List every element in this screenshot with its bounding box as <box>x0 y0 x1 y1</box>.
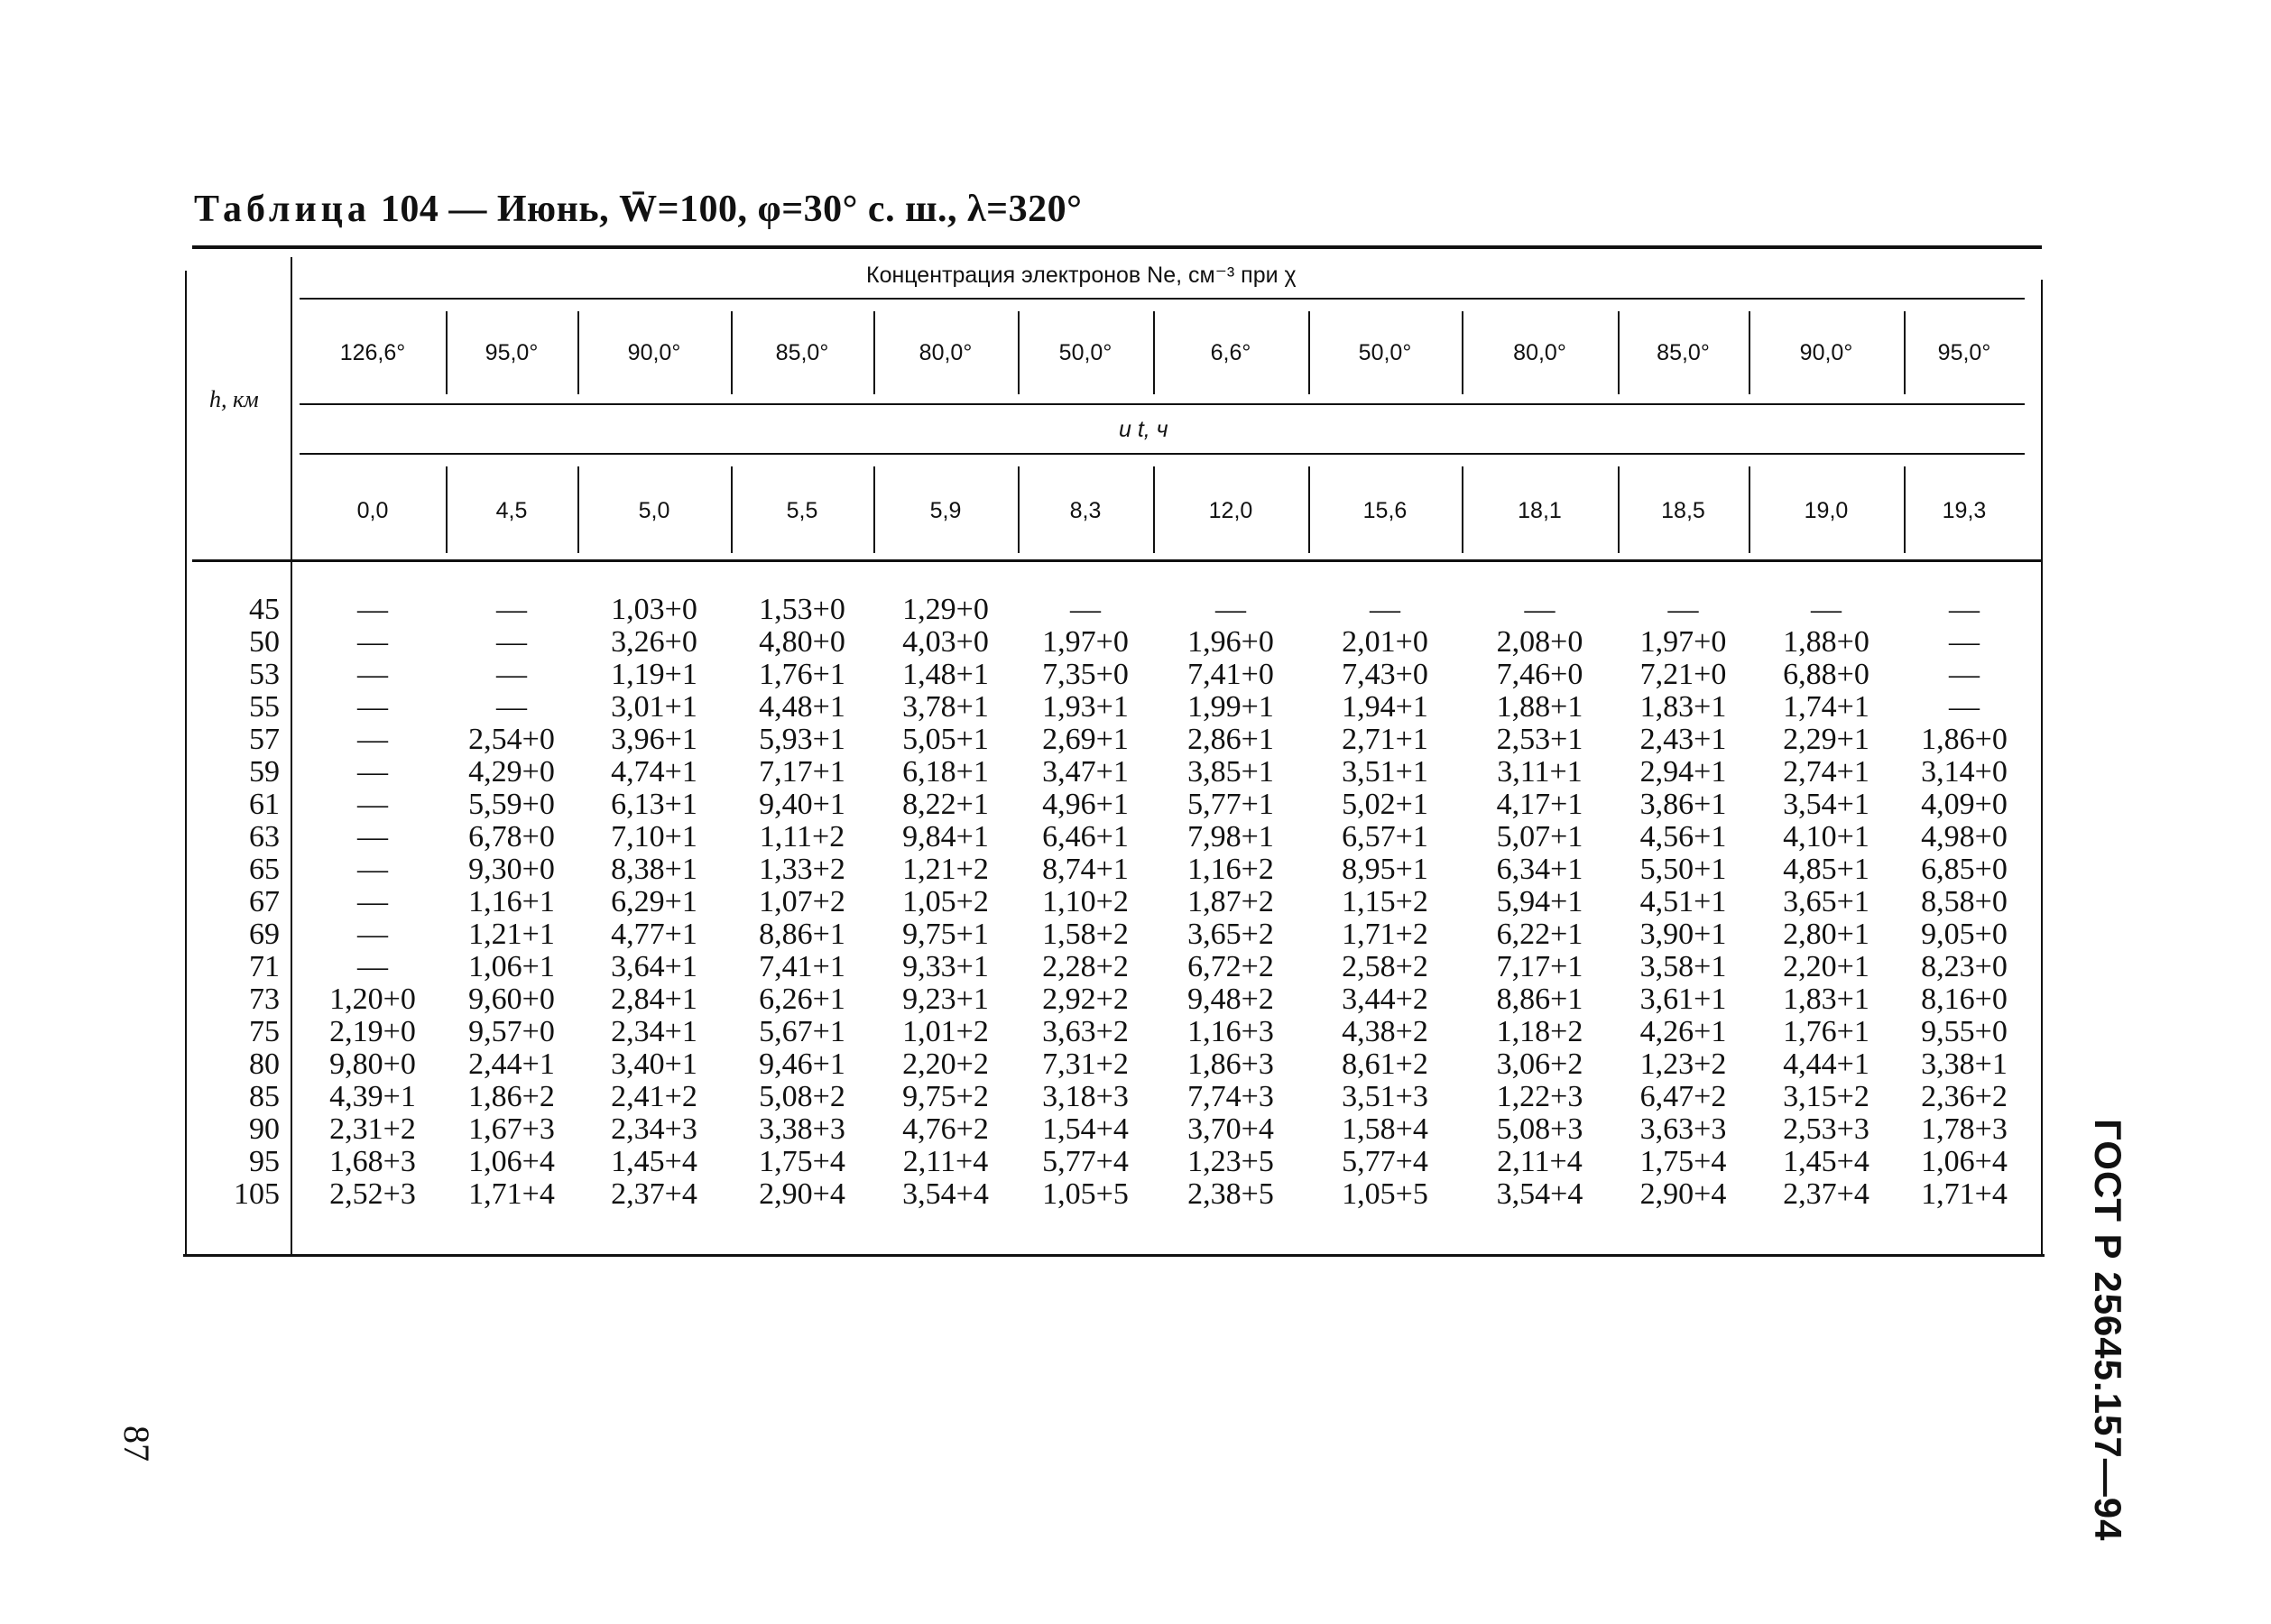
data-cell: 5,77+1 <box>1187 788 1274 821</box>
data-cell: 3,26+0 <box>611 625 697 659</box>
data-cell: 1,23+2 <box>1639 1047 1727 1081</box>
data-cell: 6,18+1 <box>902 755 989 789</box>
time-header-cell: 18,5 <box>1661 498 1705 523</box>
data-cell: 1,88+0 <box>1783 625 1869 659</box>
data-cell: 2,94+1 <box>1639 755 1727 789</box>
data-cell: 1,88+1 <box>1496 690 1583 724</box>
data-cell: 1,71+4 <box>468 1177 555 1211</box>
data-cell: 3,15+2 <box>1783 1080 1869 1113</box>
data-cell: 3,65+1 <box>1783 885 1869 918</box>
data-cell: 7,10+1 <box>611 820 697 854</box>
data-cell: — <box>496 658 527 691</box>
data-cell: 1,87+2 <box>1187 885 1274 918</box>
data-cell: 3,65+2 <box>1187 918 1274 951</box>
data-cell: 4,85+1 <box>1783 853 1869 886</box>
data-cell: 9,75+2 <box>902 1080 989 1113</box>
data-cell: — <box>357 755 388 789</box>
data-cell: 3,51+3 <box>1342 1080 1428 1113</box>
data-cell: 3,18+3 <box>1042 1080 1129 1113</box>
row-height-label: 71 <box>249 950 280 983</box>
data-cell: 9,40+1 <box>759 788 845 821</box>
data-cell: 6,46+1 <box>1042 820 1129 854</box>
data-cell: 1,01+2 <box>902 1015 989 1048</box>
row-height-label: 73 <box>249 983 280 1016</box>
data-cell: 8,38+1 <box>611 853 697 886</box>
data-cell: 8,74+1 <box>1042 853 1129 886</box>
data-cell: 6,34+1 <box>1496 853 1583 886</box>
data-cell: 7,41+0 <box>1187 658 1274 691</box>
data-cell: 1,15+2 <box>1342 885 1428 918</box>
data-cell: 2,92+2 <box>1042 983 1129 1016</box>
data-cell: 2,58+2 <box>1342 950 1428 983</box>
data-cell: 1,53+0 <box>759 593 845 626</box>
data-cell: 6,88+0 <box>1783 658 1869 691</box>
data-cell: 2,11+4 <box>902 1145 989 1178</box>
h-column-header: h, км <box>209 386 259 412</box>
time-header-cell: 18,1 <box>1518 498 1562 523</box>
data-cell: 1,58+4 <box>1342 1112 1428 1146</box>
data-cell: 2,52+3 <box>329 1177 416 1211</box>
data-cell: 8,86+1 <box>759 918 845 951</box>
data-cell: 9,57+0 <box>468 1015 555 1048</box>
data-cell: — <box>1667 593 1699 626</box>
data-cell: 1,76+1 <box>759 658 845 691</box>
data-cell: 1,58+2 <box>1042 918 1129 951</box>
chi-header-cell: 50,0° <box>1358 340 1412 365</box>
data-cell: — <box>357 950 388 983</box>
data-cell: 6,47+2 <box>1639 1080 1727 1113</box>
data-cell: 2,28+2 <box>1042 950 1129 983</box>
data-cell: 1,23+5 <box>1187 1145 1274 1178</box>
data-cell: 6,29+1 <box>611 885 697 918</box>
data-cell: — <box>1949 625 1980 659</box>
data-cell: 1,45+4 <box>611 1145 697 1178</box>
data-cell: 2,01+0 <box>1342 625 1428 659</box>
time-header-cell: 12,0 <box>1208 498 1253 523</box>
data-cell: 4,44+1 <box>1783 1047 1869 1081</box>
data-cell: — <box>357 690 388 724</box>
data-cell: 1,10+2 <box>1042 885 1129 918</box>
data-cell: 3,78+1 <box>902 690 989 724</box>
data-cell: 1,05+2 <box>902 885 989 918</box>
data-cell: 3,47+1 <box>1042 755 1129 789</box>
data-cell: 1,07+2 <box>759 885 845 918</box>
data-cell: 3,51+1 <box>1342 755 1428 789</box>
data-cell: 2,41+2 <box>611 1080 697 1113</box>
data-cell: 2,38+5 <box>1187 1177 1274 1211</box>
row-height-label: 53 <box>249 658 280 691</box>
data-cell: — <box>357 625 388 659</box>
data-cell: 4,56+1 <box>1639 820 1727 854</box>
chi-header-cell: 50,0° <box>1058 340 1112 365</box>
data-cell: 1,29+0 <box>902 593 989 626</box>
data-cell: — <box>357 885 388 918</box>
data-cell: 6,22+1 <box>1496 918 1583 951</box>
data-cell: 7,31+2 <box>1042 1047 1129 1081</box>
data-cell: 5,50+1 <box>1639 853 1727 886</box>
data-cell: 1,83+1 <box>1639 690 1727 724</box>
data-cell: 8,22+1 <box>902 788 989 821</box>
data-cell: 3,90+1 <box>1639 918 1727 951</box>
data-cell: 6,26+1 <box>759 983 845 1016</box>
data-cell: 5,08+2 <box>759 1080 845 1113</box>
data-cell: 1,06+4 <box>468 1145 555 1178</box>
data-cell: 5,07+1 <box>1496 820 1583 854</box>
data-cell: 9,55+0 <box>1921 1015 2008 1048</box>
time-header-cell: 5,9 <box>929 498 962 523</box>
data-cell: 3,64+1 <box>611 950 697 983</box>
data-cell: — <box>1370 593 1400 626</box>
data-cell: 9,80+0 <box>329 1047 416 1081</box>
data-cell: 4,39+1 <box>329 1080 416 1113</box>
row-height-label: 90 <box>249 1112 280 1146</box>
time-header-cell: 8,3 <box>1069 498 1102 523</box>
data-cell: 1,83+1 <box>1783 983 1869 1016</box>
data-cell: 4,38+2 <box>1342 1015 1428 1048</box>
data-cell: 3,38+3 <box>759 1112 845 1146</box>
data-cell: 2,71+1 <box>1342 723 1428 756</box>
data-cell: 3,85+1 <box>1187 755 1274 789</box>
data-cell: 2,37+4 <box>1783 1177 1869 1211</box>
row-height-label: 85 <box>249 1080 280 1113</box>
data-cell: 7,17+1 <box>1496 950 1583 983</box>
data-cell: 2,43+1 <box>1639 723 1727 756</box>
data-cell: 6,85+0 <box>1921 853 2008 886</box>
data-cell: 1,86+3 <box>1187 1047 1274 1081</box>
data-cell: 1,74+1 <box>1783 690 1869 724</box>
data-cell: 5,59+0 <box>468 788 555 821</box>
data-cell: 8,23+0 <box>1921 950 2008 983</box>
row-height-label: 61 <box>249 788 280 821</box>
data-cell: 1,22+3 <box>1496 1080 1583 1113</box>
data-cell: 1,05+5 <box>1042 1177 1129 1211</box>
data-cell: 1,94+1 <box>1342 690 1428 724</box>
data-cell: 1,97+0 <box>1042 625 1129 659</box>
data-cell: 1,21+2 <box>902 853 989 886</box>
time-header-cell: 5,5 <box>786 498 818 523</box>
row-height-label: 75 <box>249 1015 280 1048</box>
data-cell: 1,75+4 <box>759 1145 845 1178</box>
data-cell: 1,16+3 <box>1187 1015 1274 1048</box>
data-cell: 3,54+4 <box>902 1177 989 1211</box>
data-cell: 3,96+1 <box>611 723 697 756</box>
data-cell: 7,43+0 <box>1342 658 1428 691</box>
chi-header-cell: 95,0° <box>1937 340 1991 365</box>
page-number: 87 <box>116 1426 157 1462</box>
data-cell: 1,67+3 <box>468 1112 555 1146</box>
chi-header-cell: 85,0° <box>775 340 829 365</box>
data-cell: 4,98+0 <box>1921 820 2008 854</box>
data-cell: 2,37+4 <box>611 1177 697 1211</box>
data-cell: 1,86+2 <box>468 1080 555 1113</box>
data-cell: — <box>1524 593 1556 626</box>
data-cell: 4,51+1 <box>1639 885 1727 918</box>
data-cell: 4,17+1 <box>1496 788 1583 821</box>
data-cell: 1,06+4 <box>1921 1145 2008 1178</box>
data-cell: — <box>496 593 527 626</box>
data-cell: 5,93+1 <box>759 723 845 756</box>
data-cell: — <box>357 723 388 756</box>
time-header-cell: 5,0 <box>638 498 670 523</box>
chi-header-cell: 80,0° <box>1513 340 1566 365</box>
data-cell: — <box>357 918 388 951</box>
time-header-cell: 4,5 <box>495 498 528 523</box>
data-cell: 2,31+2 <box>329 1112 416 1146</box>
data-cell: 9,46+1 <box>759 1047 845 1081</box>
data-cell: 1,75+4 <box>1639 1145 1727 1178</box>
row-height-label: 63 <box>249 820 280 854</box>
row-height-label: 45 <box>249 593 280 626</box>
data-cell: 9,84+1 <box>902 820 989 854</box>
data-cell: 3,14+0 <box>1921 755 2008 789</box>
top-header: Концентрация электронов Ne, см⁻³ при χ <box>866 263 1297 288</box>
data-cell: 1,86+0 <box>1921 723 2008 756</box>
data-cell: 6,78+0 <box>468 820 555 854</box>
data-cell: 4,48+1 <box>759 690 845 724</box>
data-cell: 5,05+1 <box>902 723 989 756</box>
data-cell: 2,20+2 <box>902 1047 989 1081</box>
data-cell: 2,80+1 <box>1783 918 1869 951</box>
data-cell: — <box>357 658 388 691</box>
data-cell: 7,98+1 <box>1187 820 1274 854</box>
data-cell: 2,20+1 <box>1783 950 1869 983</box>
data-cell: 1,71+2 <box>1342 918 1428 951</box>
chi-header-cell: 6,6° <box>1210 340 1251 365</box>
data-cell: 1,06+1 <box>468 950 555 983</box>
data-cell: 1,78+3 <box>1921 1112 2008 1146</box>
row-height-label: 50 <box>249 625 280 659</box>
data-cell: 2,54+0 <box>468 723 555 756</box>
data-cell: 3,38+1 <box>1921 1047 2008 1081</box>
data-cell: 1,93+1 <box>1042 690 1129 724</box>
data-cell: 1,03+0 <box>611 593 697 626</box>
data-cell: 7,17+1 <box>759 755 845 789</box>
data-cell: 9,05+0 <box>1921 918 2008 951</box>
data-cell: 1,97+0 <box>1639 625 1727 659</box>
data-cell: 5,77+4 <box>1342 1145 1428 1178</box>
data-cell: — <box>1949 593 1980 626</box>
time-header-cell: 15,6 <box>1362 498 1408 523</box>
data-cell: 4,77+1 <box>611 918 697 951</box>
chi-header-cell: 90,0° <box>1799 340 1853 365</box>
data-cell: 1,54+4 <box>1042 1112 1129 1146</box>
data-cell: 3,54+1 <box>1783 788 1869 821</box>
data-cell: — <box>357 593 388 626</box>
data-cell: 6,72+2 <box>1187 950 1274 983</box>
time-header-cell: 0,0 <box>356 498 389 523</box>
data-cell: 3,86+1 <box>1639 788 1727 821</box>
chi-header-cell: 80,0° <box>919 340 973 365</box>
data-cell: 3,70+4 <box>1187 1112 1274 1146</box>
data-cell: 8,86+1 <box>1496 983 1583 1016</box>
row-height-label: 105 <box>234 1177 280 1211</box>
data-cell: 8,16+0 <box>1921 983 2008 1016</box>
chi-header-cell: 95,0° <box>485 340 539 365</box>
data-cell: 4,74+1 <box>611 755 697 789</box>
data-cell: 7,74+3 <box>1187 1080 1274 1113</box>
data-cell: 4,10+1 <box>1783 820 1869 854</box>
data-cell: — <box>1811 593 1842 626</box>
data-cell: — <box>1949 658 1980 691</box>
data-cell: 1,45+4 <box>1783 1145 1869 1178</box>
data-cell: 8,61+2 <box>1342 1047 1428 1081</box>
data-cell: — <box>357 788 388 821</box>
data-cell: 2,53+3 <box>1783 1112 1869 1146</box>
row-height-label: 55 <box>249 690 280 724</box>
row-height-label: 80 <box>249 1047 280 1081</box>
row-height-label: 95 <box>249 1145 280 1178</box>
data-cell: 9,75+1 <box>902 918 989 951</box>
data-cell: 2,86+1 <box>1187 723 1274 756</box>
data-cell: 1,76+1 <box>1783 1015 1869 1048</box>
row-height-label: 65 <box>249 853 280 886</box>
data-cell: 2,36+2 <box>1921 1080 2008 1113</box>
data-cell: 3,40+1 <box>611 1047 697 1081</box>
data-cell: 6,13+1 <box>611 788 697 821</box>
data-cell: 7,46+0 <box>1496 658 1583 691</box>
middle-header: и t, ч <box>1119 417 1168 442</box>
data-cell: 1,48+1 <box>902 658 989 691</box>
data-cell: 3,54+4 <box>1496 1177 1583 1211</box>
data-cell: 9,33+1 <box>902 950 989 983</box>
data-cell: 2,29+1 <box>1783 723 1869 756</box>
chi-header-cell: 126,6° <box>339 340 406 365</box>
data-cell: 4,26+1 <box>1639 1015 1727 1048</box>
caption-label: Таблица <box>194 189 371 230</box>
data-cell: 9,30+0 <box>468 853 555 886</box>
data-cell: 1,11+2 <box>759 820 845 854</box>
data-cell: 1,21+1 <box>468 918 555 951</box>
standard-designation: ГОСТ Р 25645.157—94 <box>2087 1119 2129 1542</box>
data-cell: 2,69+1 <box>1042 723 1129 756</box>
data-cell: 3,63+2 <box>1042 1015 1129 1048</box>
data-cell: 3,63+3 <box>1639 1112 1727 1146</box>
data-cell: 1,18+2 <box>1496 1015 1583 1048</box>
data-cell: 1,16+2 <box>1187 853 1274 886</box>
data-cell: 2,19+0 <box>329 1015 416 1048</box>
data-cell: 8,58+0 <box>1921 885 2008 918</box>
data-cell: 3,01+1 <box>611 690 697 724</box>
data-cell: 2,08+0 <box>1496 625 1583 659</box>
data-cell: 9,60+0 <box>468 983 555 1016</box>
data-cell: — <box>496 625 527 659</box>
data-cell: 9,23+1 <box>902 983 989 1016</box>
data-cell: — <box>1215 593 1246 626</box>
data-cell: 2,11+4 <box>1497 1145 1583 1178</box>
data-cell: 6,57+1 <box>1342 820 1428 854</box>
time-header-cell: 19,3 <box>1942 498 1987 523</box>
data-cell: 2,34+3 <box>611 1112 697 1146</box>
data-cell: 2,74+1 <box>1783 755 1869 789</box>
caption-text: 104 — Июнь, W̄=100, φ=30° с. ш., λ=320° <box>380 189 1083 230</box>
row-height-label: 69 <box>249 918 280 951</box>
data-cell: 4,09+0 <box>1921 788 2008 821</box>
data-cell: 1,05+5 <box>1342 1177 1428 1211</box>
data-cell: 1,33+2 <box>759 853 845 886</box>
data-cell: 5,02+1 <box>1342 788 1428 821</box>
data-cell: — <box>496 690 527 724</box>
data-cell: 2,53+1 <box>1496 723 1583 756</box>
data-cell: 5,08+3 <box>1496 1112 1583 1146</box>
data-cell: 1,16+1 <box>468 885 555 918</box>
time-header-cell: 19,0 <box>1804 498 1849 523</box>
data-cell: 1,71+4 <box>1921 1177 2008 1211</box>
data-cell: 4,29+0 <box>468 755 555 789</box>
data-cell: 4,76+2 <box>902 1112 989 1146</box>
data-cell: 4,03+0 <box>902 625 989 659</box>
data-cell: 7,21+0 <box>1639 658 1727 691</box>
data-cell: 1,19+1 <box>611 658 697 691</box>
data-cell: 3,61+1 <box>1639 983 1727 1016</box>
data-cell: 7,41+1 <box>759 950 845 983</box>
data-cell: 5,77+4 <box>1042 1145 1129 1178</box>
row-height-label: 57 <box>249 723 280 756</box>
data-cell: 8,95+1 <box>1342 853 1428 886</box>
data-cell: — <box>1070 593 1101 626</box>
data-cell: 1,99+1 <box>1187 690 1274 724</box>
data-cell: 2,34+1 <box>611 1015 697 1048</box>
data-cell: 5,94+1 <box>1496 885 1583 918</box>
row-height-label: 59 <box>249 755 280 789</box>
data-cell: 2,90+4 <box>759 1177 845 1211</box>
data-cell: 1,96+0 <box>1187 625 1274 659</box>
data-cell: 2,44+1 <box>468 1047 555 1081</box>
data-cell: 3,44+2 <box>1342 983 1428 1016</box>
data-cell: — <box>1949 690 1980 724</box>
data-cell: 3,58+1 <box>1639 950 1727 983</box>
data-cell: 9,48+2 <box>1187 983 1274 1016</box>
chi-header-cell: 85,0° <box>1657 340 1710 365</box>
data-cell: 3,11+1 <box>1497 755 1583 789</box>
data-cell: 1,68+3 <box>329 1145 416 1178</box>
data-cell: 1,20+0 <box>329 983 416 1016</box>
data-cell: 4,80+0 <box>759 625 845 659</box>
chi-header-cell: 90,0° <box>627 340 681 365</box>
data-cell: — <box>357 853 388 886</box>
data-cell: 3,06+2 <box>1496 1047 1583 1081</box>
data-cell: 7,35+0 <box>1042 658 1129 691</box>
row-height-label: 67 <box>249 885 280 918</box>
data-cell: — <box>357 820 388 854</box>
data-cell: 5,67+1 <box>759 1015 845 1048</box>
data-cell: 2,84+1 <box>611 983 697 1016</box>
data-cell: 2,90+4 <box>1639 1177 1727 1211</box>
data-cell: 4,96+1 <box>1042 788 1129 821</box>
